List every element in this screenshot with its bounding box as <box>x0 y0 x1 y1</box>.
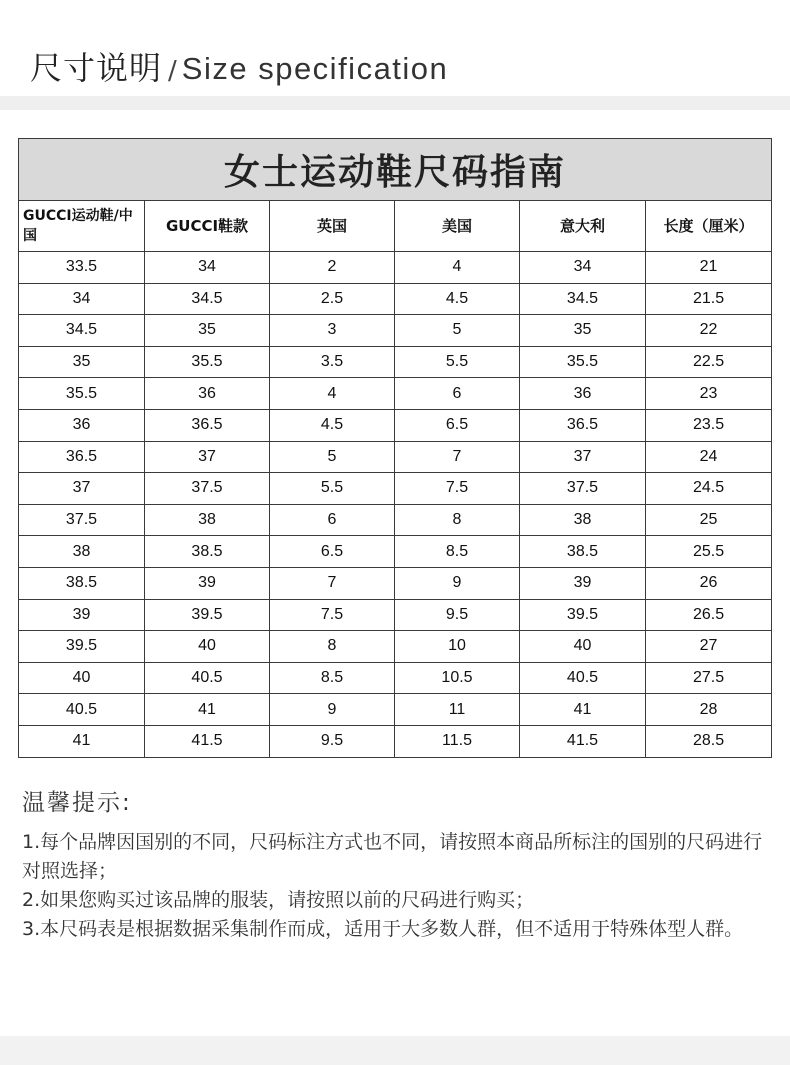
table-cell: 40.5 <box>145 662 270 694</box>
table-cell: 35.5 <box>19 378 145 410</box>
table-cell: 21 <box>646 252 772 284</box>
table-cell: 41 <box>145 694 270 726</box>
table-row <box>19 346 772 378</box>
table-cell: 36.5 <box>145 409 270 441</box>
table-cell: 41.5 <box>145 725 270 757</box>
table-row <box>19 504 772 536</box>
table-cell: 8.5 <box>395 536 520 568</box>
table-cell: 34 <box>520 252 646 284</box>
table-cell: 10.5 <box>395 662 520 694</box>
table-cell: 7.5 <box>270 599 395 631</box>
table-row <box>19 283 772 315</box>
table-cell: 35.5 <box>520 346 646 378</box>
table-cell: 21.5 <box>646 283 772 315</box>
table-cell: 38 <box>520 504 646 536</box>
table-cell: 26.5 <box>646 599 772 631</box>
table-cell: 6 <box>270 504 395 536</box>
table-cell: 7 <box>270 567 395 599</box>
tips-title: 温馨提示: <box>22 790 132 816</box>
tips-list <box>22 828 777 944</box>
tip-item: 3.本尺码表是根据数据采集制作而成，适用于大多数人群，但不适用于特殊体型人群。 <box>22 918 744 940</box>
table-cell: 39 <box>19 599 145 631</box>
column-header: GUCCI运动鞋/中国 <box>19 201 145 252</box>
table-cell: 40 <box>520 631 646 663</box>
table-cell: 36 <box>520 378 646 410</box>
table-cell: 35.5 <box>145 346 270 378</box>
column-header: 英国 <box>270 201 395 252</box>
table-row <box>19 725 772 757</box>
table-cell: 27.5 <box>646 662 772 694</box>
table-cell: 4.5 <box>270 409 395 441</box>
table-cell: 39.5 <box>520 599 646 631</box>
tip-item: 2.如果您购买过该品牌的服装，请按照以前的尺码进行购买； <box>22 889 535 911</box>
table-cell: 27 <box>646 631 772 663</box>
table-row <box>19 473 772 505</box>
table-cell: 8 <box>270 631 395 663</box>
page-header <box>0 0 790 96</box>
column-header: GUCCI鞋款 <box>145 201 270 252</box>
table-cell: 39 <box>145 567 270 599</box>
table-cell: 34.5 <box>145 283 270 315</box>
table-cell: 4.5 <box>395 283 520 315</box>
table-cell: 37.5 <box>19 504 145 536</box>
table-cell: 34.5 <box>520 283 646 315</box>
table-cell: 38 <box>145 504 270 536</box>
table-cell: 37.5 <box>145 473 270 505</box>
table-row <box>19 694 772 726</box>
table-cell: 41 <box>520 694 646 726</box>
table-cell: 36.5 <box>520 409 646 441</box>
table-cell: 2.5 <box>270 283 395 315</box>
table-cell: 9.5 <box>395 599 520 631</box>
table-cell: 6 <box>395 378 520 410</box>
column-header: 意大利 <box>520 201 646 252</box>
table-cell: 4 <box>270 378 395 410</box>
table-cell: 35 <box>145 315 270 347</box>
column-header: 美国 <box>395 201 520 252</box>
table-row <box>19 441 772 473</box>
table-cell: 37 <box>145 441 270 473</box>
table-cell: 8 <box>395 504 520 536</box>
page-title <box>30 44 448 95</box>
table-cell: 40 <box>145 631 270 663</box>
table-cell: 39 <box>520 567 646 599</box>
table-cell: 28.5 <box>646 725 772 757</box>
table-cell: 23 <box>646 378 772 410</box>
table-cell: 22.5 <box>646 346 772 378</box>
table-cell: 6.5 <box>395 409 520 441</box>
table-row <box>19 631 772 663</box>
table-row <box>19 315 772 347</box>
table-cell: 41 <box>19 725 145 757</box>
table-cell: 33.5 <box>19 252 145 284</box>
table-title: 女士运动鞋尺码指南 <box>19 139 772 201</box>
table-cell: 3.5 <box>270 346 395 378</box>
table-cell: 11.5 <box>395 725 520 757</box>
table-cell: 28 <box>646 694 772 726</box>
table-cell: 34.5 <box>19 315 145 347</box>
table-cell: 36 <box>145 378 270 410</box>
table-row <box>19 567 772 599</box>
table-cell: 11 <box>395 694 520 726</box>
title-english: Size specification <box>181 51 449 86</box>
table-cell: 39.5 <box>19 631 145 663</box>
table-cell: 5.5 <box>270 473 395 505</box>
table-cell: 25 <box>646 504 772 536</box>
table-header-row <box>19 201 772 252</box>
table-cell: 36 <box>19 409 145 441</box>
table-cell: 40.5 <box>520 662 646 694</box>
tip-item: 1.每个品牌因国别的不同，尺码标注方式也不同，请按照本商品所标注的国别的尺码进行对照选择； <box>22 831 763 882</box>
table-cell: 38.5 <box>520 536 646 568</box>
table-cell: 23.5 <box>646 409 772 441</box>
table-cell: 37.5 <box>520 473 646 505</box>
table-cell: 37 <box>19 473 145 505</box>
table-cell: 39.5 <box>145 599 270 631</box>
size-chart-table <box>18 138 772 758</box>
column-header: 长度（厘米） <box>646 201 772 252</box>
table-cell: 5.5 <box>395 346 520 378</box>
table-row <box>19 662 772 694</box>
table-cell: 41.5 <box>520 725 646 757</box>
table-cell: 34 <box>19 283 145 315</box>
table-cell: 5 <box>270 441 395 473</box>
table-cell: 7.5 <box>395 473 520 505</box>
table-cell: 35 <box>19 346 145 378</box>
table-cell: 9.5 <box>270 725 395 757</box>
table-cell: 24 <box>646 441 772 473</box>
table-cell: 22 <box>646 315 772 347</box>
table-cell: 26 <box>646 567 772 599</box>
table-cell: 40 <box>19 662 145 694</box>
table-cell: 8.5 <box>270 662 395 694</box>
table-cell: 5 <box>395 315 520 347</box>
table-row <box>19 599 772 631</box>
bottom-divider-band <box>0 1036 790 1065</box>
table-cell: 9 <box>270 694 395 726</box>
title-separator: / <box>168 56 178 86</box>
table-cell: 2 <box>270 252 395 284</box>
table-cell: 34 <box>145 252 270 284</box>
table-cell: 6.5 <box>270 536 395 568</box>
table-cell: 10 <box>395 631 520 663</box>
table-cell: 38.5 <box>145 536 270 568</box>
table-cell: 9 <box>395 567 520 599</box>
table-row <box>19 378 772 410</box>
table-row <box>19 536 772 568</box>
table-cell: 24.5 <box>646 473 772 505</box>
table-cell: 36.5 <box>19 441 145 473</box>
table-cell: 38.5 <box>19 567 145 599</box>
table-cell: 7 <box>395 441 520 473</box>
table-cell: 38 <box>19 536 145 568</box>
table-row <box>19 409 772 441</box>
table-cell: 35 <box>520 315 646 347</box>
table-cell: 3 <box>270 315 395 347</box>
top-divider-band <box>0 96 790 110</box>
table-cell: 40.5 <box>19 694 145 726</box>
table-cell: 25.5 <box>646 536 772 568</box>
table-row <box>19 252 772 284</box>
table-cell: 37 <box>520 441 646 473</box>
table-cell: 4 <box>395 252 520 284</box>
table-body <box>19 252 772 758</box>
title-chinese: 尺寸说明 <box>30 49 163 87</box>
